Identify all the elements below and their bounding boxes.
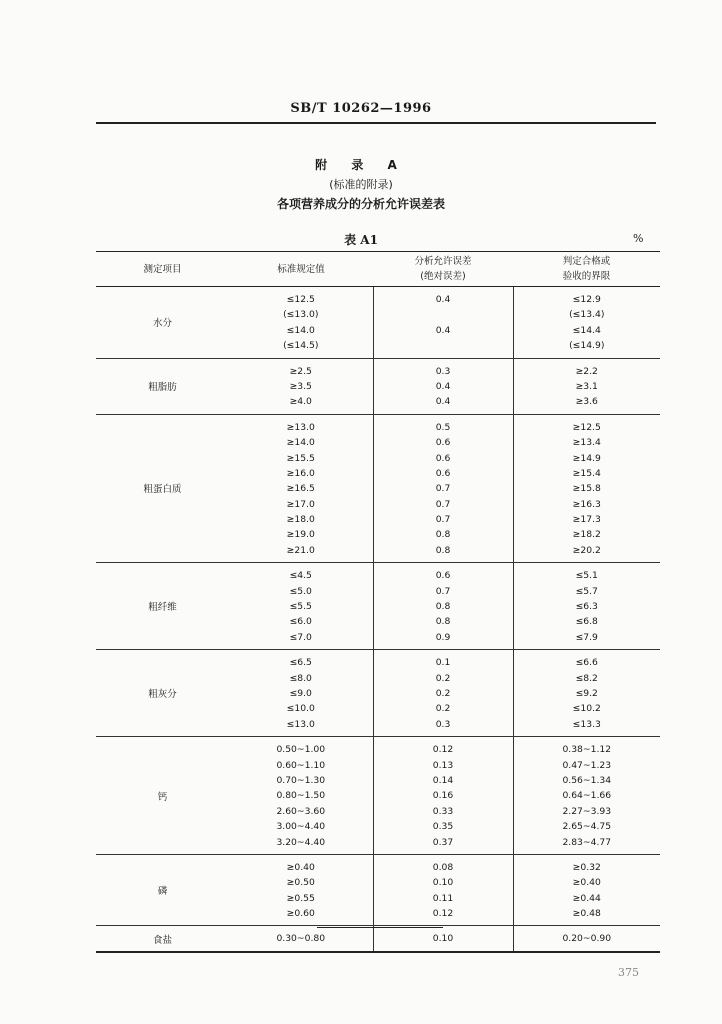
standard-cell-value: ≤9.0 — [289, 687, 312, 699]
tolerance-cell-value — [374, 338, 513, 353]
standard-cell-value: ≥14.0 — [286, 437, 315, 449]
limit-cell — [513, 414, 660, 563]
col-header-standard: 标准规定值 — [229, 252, 373, 287]
standard-cell-value: ≤5.0 — [289, 585, 312, 597]
tolerance-cell-value: 0.14 — [432, 774, 454, 786]
standard-cell-value: ≥3.5 — [289, 380, 312, 392]
standard-cell-value: ≥0.55 — [286, 892, 315, 904]
tolerance-cell — [373, 926, 513, 952]
standard-cell-value: ≤10.0 — [286, 703, 315, 715]
tolerance-cell-value: 0.7 — [435, 498, 451, 510]
col-header-item: 测定项目 — [96, 252, 229, 287]
standard-cell-value: 0.60~1.10 — [276, 759, 326, 771]
tolerance-cell-value: 0.4 — [435, 324, 451, 336]
item-cell: 粗纤维 — [96, 563, 229, 650]
tolerance-cell — [373, 737, 513, 855]
standard-cell-value: ≤7.0 — [289, 631, 312, 643]
tolerance-cell-value: 0.4 — [435, 294, 451, 305]
table-row — [96, 737, 660, 855]
standard-cell — [229, 926, 373, 952]
standard-cell-value: 3.20~4.40 — [276, 836, 326, 848]
standard-cell-value: (≤14.5) — [283, 340, 319, 352]
tolerance-cell-value: 0.7 — [435, 483, 451, 495]
limit-cell-value: ≥12.5 — [572, 421, 601, 433]
limit-cell-value: ≥16.3 — [572, 498, 601, 510]
limit-cell — [513, 358, 660, 414]
limit-cell-value: (≤13.4) — [569, 309, 605, 321]
limit-cell-value: ≥18.2 — [572, 529, 601, 541]
standard-cell-value: ≥0.40 — [286, 861, 315, 873]
limit-cell-value: ≥0.32 — [572, 861, 601, 873]
item-cell: 粗蛋白质 — [96, 414, 229, 563]
tolerance-cell-value: 0.6 — [435, 570, 451, 582]
table-row — [96, 650, 660, 737]
tolerance-cell-value — [374, 307, 513, 322]
limit-cell-value: ≤10.2 — [572, 703, 601, 715]
limit-cell-value: ≥0.48 — [572, 908, 601, 920]
tolerance-cell-value: 0.1 — [435, 657, 451, 669]
limit-cell-value: ≥0.44 — [572, 892, 601, 904]
tolerance-cell-value: 0.3 — [435, 718, 451, 730]
table-header-row — [96, 252, 660, 287]
tolerance-cell-value: 0.8 — [435, 544, 451, 556]
limit-cell-value: 0.38~1.12 — [562, 744, 612, 756]
tolerance-cell-value: 0.10 — [432, 933, 454, 945]
standard-cell-value: 0.70~1.30 — [276, 774, 326, 786]
standard-cell-value: ≥15.5 — [286, 452, 315, 464]
tolerance-cell-value: 0.12 — [432, 744, 454, 756]
item-cell: 水分 — [96, 287, 229, 359]
col-header-tolerance-line2: (绝对误差) — [420, 271, 466, 282]
tolerance-cell-value: 0.7 — [435, 514, 451, 526]
standard-cell-value: ≤13.0 — [286, 718, 315, 730]
col-header-tolerance-line1: 分析允许误差 — [414, 256, 472, 267]
standard-cell-value: ≤4.5 — [289, 570, 312, 582]
tolerance-cell-value: 0.33 — [432, 805, 454, 817]
limit-cell-value: ≥3.6 — [575, 396, 598, 408]
standard-cell-value: ≥21.0 — [286, 544, 315, 556]
limit-cell-value: ≤12.9 — [572, 294, 601, 305]
limit-cell-value: 0.64~1.66 — [562, 790, 612, 802]
tolerance-cell-value: 0.16 — [432, 790, 454, 802]
standard-cell-value: ≤6.0 — [289, 616, 312, 628]
table-row — [96, 414, 660, 563]
limit-cell-value: 0.47~1.23 — [562, 759, 612, 771]
tolerance-cell-value: 0.7 — [435, 585, 451, 597]
standard-cell-value: ≥18.0 — [286, 514, 315, 526]
table-row — [96, 926, 660, 952]
standard-cell-value: 0.80~1.50 — [276, 790, 326, 802]
table-unit: % — [633, 232, 644, 245]
tolerance-cell-value: 0.10 — [432, 877, 454, 889]
standard-cell — [229, 737, 373, 855]
standard-number-header: SB/T 10262—1996 — [290, 101, 432, 116]
item-cell: 食盐 — [96, 926, 229, 952]
limit-cell — [513, 926, 660, 952]
limit-cell-value: ≥17.3 — [572, 514, 601, 526]
tolerance-cell — [373, 287, 513, 359]
limit-cell-value: 0.20~0.90 — [562, 933, 612, 945]
limit-cell — [513, 287, 660, 359]
limit-cell-value: ≥2.2 — [575, 365, 598, 377]
standard-cell — [229, 414, 373, 563]
tolerance-cell-value: 0.8 — [435, 529, 451, 541]
limit-cell-value: ≥13.4 — [572, 437, 601, 449]
limit-cell-value: (≤14.9) — [569, 340, 605, 352]
limit-cell-value: ≤5.7 — [575, 585, 598, 597]
limit-cell-value: ≤9.2 — [575, 687, 598, 699]
item-cell: 钙 — [96, 737, 229, 855]
standard-cell — [229, 650, 373, 737]
standard-cell-value: 2.60~3.60 — [276, 805, 326, 817]
limit-cell — [513, 737, 660, 855]
tolerance-cell-value: 0.08 — [432, 861, 454, 873]
item-cell: 磷 — [96, 854, 229, 926]
tolerance-cell-value: 0.2 — [435, 672, 451, 684]
col-header-limit — [513, 252, 660, 287]
limit-cell-value: 2.83~4.77 — [562, 836, 612, 848]
standard-cell-value: ≥4.0 — [289, 396, 312, 408]
standard-cell-value: ≤12.5 — [286, 294, 315, 305]
appendix-subtitle: (标准的附录) — [329, 178, 393, 191]
standard-cell-value: ≤5.5 — [289, 601, 312, 613]
limit-cell-value: ≤6.8 — [575, 616, 598, 628]
limit-cell — [513, 650, 660, 737]
appendix-heading: 各项营养成分的分析允许误差表 — [276, 197, 445, 211]
limit-cell-value: ≤6.3 — [575, 601, 598, 613]
limit-cell-value: ≤7.9 — [575, 631, 598, 643]
tolerance-cell — [373, 358, 513, 414]
standard-cell-value: ≥19.0 — [286, 529, 315, 541]
limit-cell-value: 2.27~3.93 — [562, 805, 612, 817]
appendix-title: 附 录 A — [315, 158, 407, 172]
tolerance-cell-value: 0.8 — [435, 616, 451, 628]
limit-cell-value: ≥3.1 — [575, 380, 598, 392]
limit-cell-value: ≥20.2 — [572, 544, 601, 556]
table-row — [96, 287, 660, 359]
standard-cell-value: ≤6.5 — [289, 657, 312, 669]
tolerance-table — [96, 251, 660, 953]
limit-cell — [513, 854, 660, 926]
tolerance-cell — [373, 650, 513, 737]
table-row — [96, 563, 660, 650]
limit-cell-value: ≥15.4 — [572, 467, 601, 479]
col-header-tolerance — [373, 252, 513, 287]
standard-cell-value: ≥13.0 — [286, 421, 315, 433]
limit-cell-value: ≥15.8 — [572, 483, 601, 495]
standard-cell-value: 0.30~0.80 — [276, 933, 326, 945]
standard-cell-value: (≤13.0) — [283, 309, 319, 321]
table-row — [96, 854, 660, 926]
tolerance-cell-value: 0.3 — [435, 365, 451, 377]
tolerance-cell-value: 0.2 — [435, 703, 451, 715]
header-rule — [96, 122, 656, 124]
col-header-limit-line1: 判定合格或 — [562, 256, 611, 267]
tolerance-cell-value: 0.6 — [435, 437, 451, 449]
standard-cell-value: ≤14.0 — [286, 324, 315, 336]
standard-cell-value: ≥16.0 — [286, 467, 315, 479]
standard-cell — [229, 563, 373, 650]
tolerance-cell-value: 0.5 — [435, 421, 451, 433]
table-caption: 表 A1 — [344, 233, 378, 247]
table-row — [96, 358, 660, 414]
standard-cell-value: ≥17.0 — [286, 498, 315, 510]
limit-cell-value: ≤8.2 — [575, 672, 598, 684]
tolerance-cell-value: 0.6 — [435, 467, 451, 479]
standard-cell-value: ≥2.5 — [289, 365, 312, 377]
tolerance-cell-value: 0.4 — [435, 396, 451, 408]
limit-cell-value: ≥14.9 — [572, 452, 601, 464]
tolerance-cell-value: 0.2 — [435, 687, 451, 699]
col-header-limit-line2: 验收的界限 — [562, 271, 611, 282]
limit-cell-value: ≤6.6 — [575, 657, 598, 669]
end-rule — [317, 927, 443, 928]
tolerance-cell-value: 0.9 — [435, 631, 451, 643]
standard-cell — [229, 287, 373, 359]
limit-cell-value: 2.65~4.75 — [562, 821, 612, 833]
limit-cell-value: ≤13.3 — [572, 718, 601, 730]
tolerance-cell — [373, 563, 513, 650]
tolerance-cell-value: 0.12 — [432, 908, 454, 920]
standard-cell-value: ≥0.60 — [286, 908, 315, 920]
tolerance-cell — [373, 414, 513, 563]
standard-cell — [229, 854, 373, 926]
tolerance-cell-value: 0.4 — [435, 380, 451, 392]
item-cell: 粗脂肪 — [96, 358, 229, 414]
item-cell: 粗灰分 — [96, 650, 229, 737]
standard-cell-value: 3.00~4.40 — [276, 821, 326, 833]
standard-cell-value: 0.50~1.00 — [276, 744, 326, 756]
standard-cell-value: ≥16.5 — [286, 483, 315, 495]
standard-cell-value: ≤8.0 — [289, 672, 312, 684]
standard-cell — [229, 358, 373, 414]
table-body — [96, 287, 660, 952]
limit-cell-value: ≤5.1 — [575, 570, 598, 582]
tolerance-cell-value: 0.13 — [432, 759, 454, 771]
tolerance-cell-value: 0.8 — [435, 601, 451, 613]
limit-cell — [513, 563, 660, 650]
limit-cell-value: ≤14.4 — [572, 324, 601, 336]
tolerance-cell-value: 0.35 — [432, 821, 454, 833]
standard-cell-value: ≥0.50 — [286, 877, 315, 889]
tolerance-cell-value: 0.6 — [435, 452, 451, 464]
limit-cell-value: ≥0.40 — [572, 877, 601, 889]
page-number: 375 — [618, 966, 639, 979]
tolerance-cell-value: 0.11 — [432, 892, 454, 904]
tolerance-cell — [373, 854, 513, 926]
limit-cell-value: 0.56~1.34 — [562, 774, 612, 786]
tolerance-cell-value: 0.37 — [432, 836, 454, 848]
